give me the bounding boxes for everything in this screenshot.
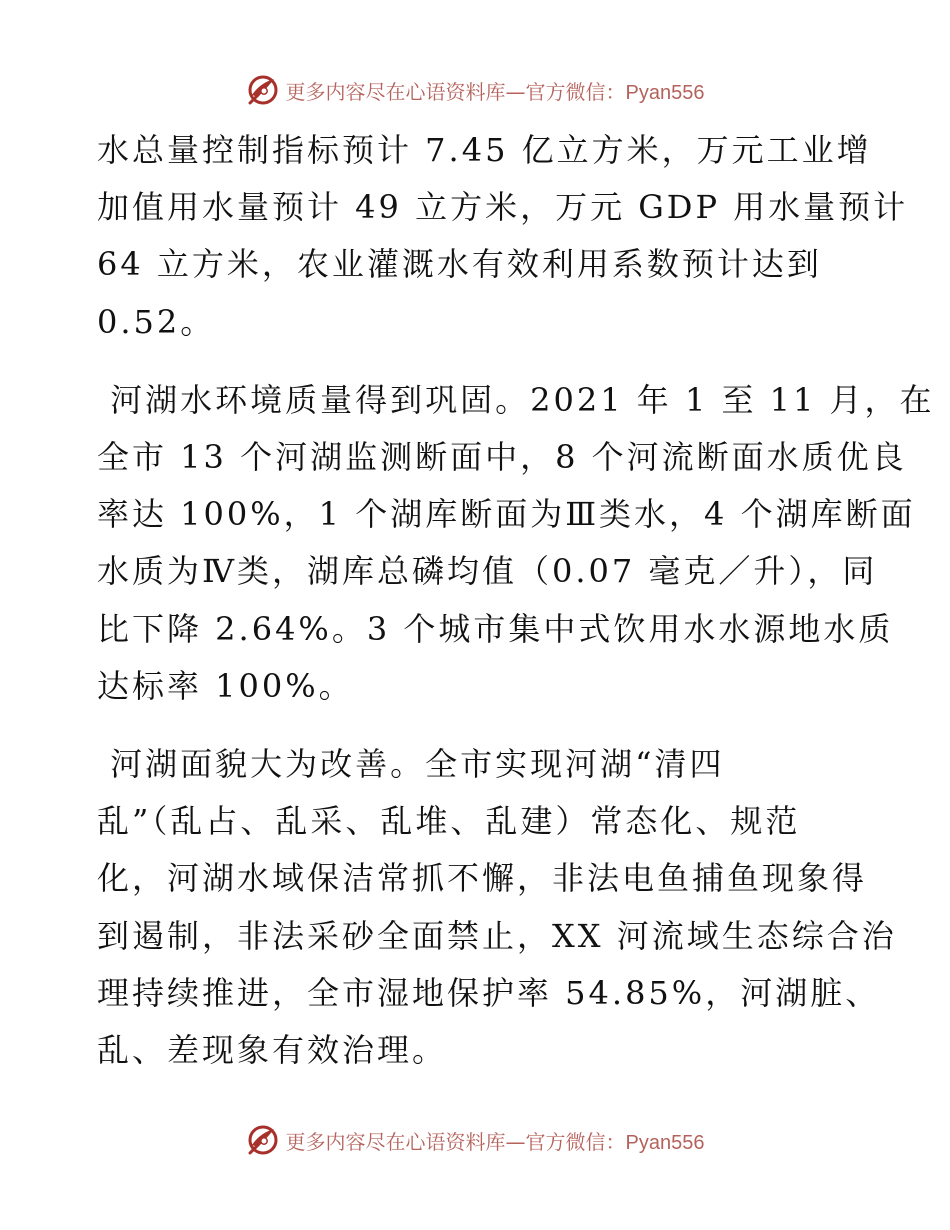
footer-banner [0, 1120, 950, 1160]
header-banner-label: 更多内容尽在心语资料库—官方微信： [285, 79, 626, 104]
footer-banner-text [286, 1126, 705, 1155]
text-line: 化，河湖水域保洁常抓不懈，非法电鱼捕鱼现象得 [97, 859, 868, 898]
text-line: 河湖面貌大为改善。全市实现河湖“清四 [97, 745, 725, 784]
footer-banner-handle: Pyan556 [625, 1131, 705, 1154]
text-line: 理持续推进，全市湿地保护率 54.85%，河湖脏、 [97, 973, 881, 1012]
text-line: 率达 100%，1 个湖库断面为Ⅲ类水，4 个湖库断面 [97, 495, 916, 534]
header-banner-handle: Pyan556 [625, 81, 705, 104]
text-line: 河湖水环境质量得到巩固。2021 年 1 至 11 月，在 [97, 380, 935, 419]
header-banner-text [286, 76, 705, 105]
text-line: 到遏制，非法采砂全面禁止，XX 河流域生态综合治 [97, 916, 897, 955]
text-line: 0.52。 [97, 302, 216, 341]
paragraph-river-improvement [97, 736, 897, 1079]
text-line: 达标率 100%。 [97, 666, 354, 705]
text-line: 乱、差现象有效治理。 [97, 1031, 448, 1070]
pen-nib-logo-icon [246, 73, 280, 107]
header-banner-content [246, 73, 705, 107]
text-line: 64 立方米，农业灌溉水有效利用系数预计达到 [97, 245, 822, 284]
text-line: 水总量控制指标预计 7.45 亿立方米，万元工业增 [97, 131, 872, 169]
footer-banner-content [246, 1123, 705, 1157]
text-line: 乱”（乱占、乱采、乱堆、乱建）常态化、规范 [97, 802, 801, 841]
text-line: 加值用水量预计 49 立方米，万元 GDP 用水量预计 [97, 188, 909, 227]
text-line: 全市 13 个河湖监测断面中，8 个河流断面水质优良 [97, 438, 907, 477]
text-line: 水质为Ⅳ类，湖库总磷均值（0.07 毫克／升），同 [97, 552, 878, 591]
document-body [97, 122, 935, 1079]
header-banner [0, 70, 950, 110]
paragraph-water-quality [97, 372, 935, 715]
pen-nib-logo-icon [246, 1123, 280, 1157]
text-line: 比下降 2.64%。3 个城市集中式饮用水水源地水质 [97, 609, 894, 648]
paragraph-water-indicators [97, 122, 909, 351]
footer-banner-label: 更多内容尽在心语资料库—官方微信： [285, 1129, 626, 1154]
